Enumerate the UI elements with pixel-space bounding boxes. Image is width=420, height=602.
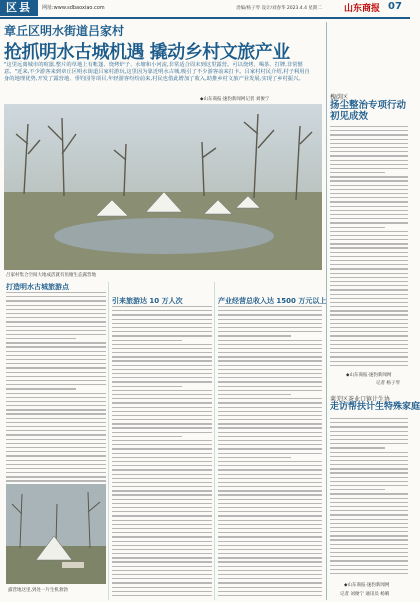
photo2-caption: 露营地这里,到处一片生机勃勃 [8,588,68,593]
rail-rule [326,22,327,600]
subhead-1: 打造明水古城旅游点 [6,283,69,291]
column-rule-1 [108,282,109,600]
body-column-1 [6,292,106,480]
campsite-photo [4,104,322,270]
lead-paragraph: "这里远离城市的喧嚣,整片的草地上有帐篷、烧烤炉子、水塘和小河流,非常适合周末到这里露营。可以烧烤、喝茶、打牌,非常惬意。"近来,不少游客来到章丘区明水街道吕家村游玩,这里因为靠近明水古城,吸引了不少游客前来打卡。吕家村村民介绍,村子利用自身的地理优势,开发了露营地、垂钓园等项目,年轻游客纷纷前来,村民也借此增加了收入,助推乡村文旅产业发展,实现了乡村振兴。 [4,62,310,83]
header-rule [0,17,410,19]
story1-title: 扬尘整治专项行动初见成效 [330,100,407,122]
campsite-photo-image [4,104,322,270]
tent-photo [6,484,106,584]
main-credit: ◆山东商报·速豹新闻网记者 刘俊宁 [200,97,270,102]
story2-byline-2: 记者 刘俊宁 通讯员 杨晴 [340,592,390,597]
tent-photo-image [6,484,106,584]
site-url: 网址:www.sdbaoxiao.com [42,5,105,11]
story2-body [330,418,408,578]
body-column-2 [112,306,212,598]
story2-byline-1: ◆山东商报·速豹新闻网 [344,583,390,588]
section-tag: 区县 [0,0,38,16]
page-number: 07 [388,1,402,12]
column-rule-2 [214,282,215,600]
story1-byline-2: 记者 杨子琴 [376,381,400,386]
editor-meta: 责编/杨子琴 设计/刘春华 2023.4.4 星期二 [236,6,322,11]
body-column-3 [218,306,322,598]
paper-name: 山东商报 [344,4,381,14]
main-headline: 抢抓明水古城机遇 撬动乡村文旅产业 [4,42,290,63]
story1-kicker: 槐荫区 [330,94,349,101]
main-kicker: 章丘区明水街道吕家村 [4,24,125,38]
subhead-3: 产业经营总收入达 1500 万元以上 [218,297,327,305]
story1-byline-1: ◆山东商报·速豹新闻网 [346,373,392,378]
story2-title: 走访帮扶计生特殊家庭 [330,402,420,412]
subhead-2: 引来旅游达 10 万人次 [112,297,183,305]
photo1-caption: 吕家村集合空间大地成活就有鱼塘生态露营地 [6,273,96,278]
story2-kicker: 莱芜区茶业口镇计生协 [330,396,391,403]
story1-body [330,126,408,370]
